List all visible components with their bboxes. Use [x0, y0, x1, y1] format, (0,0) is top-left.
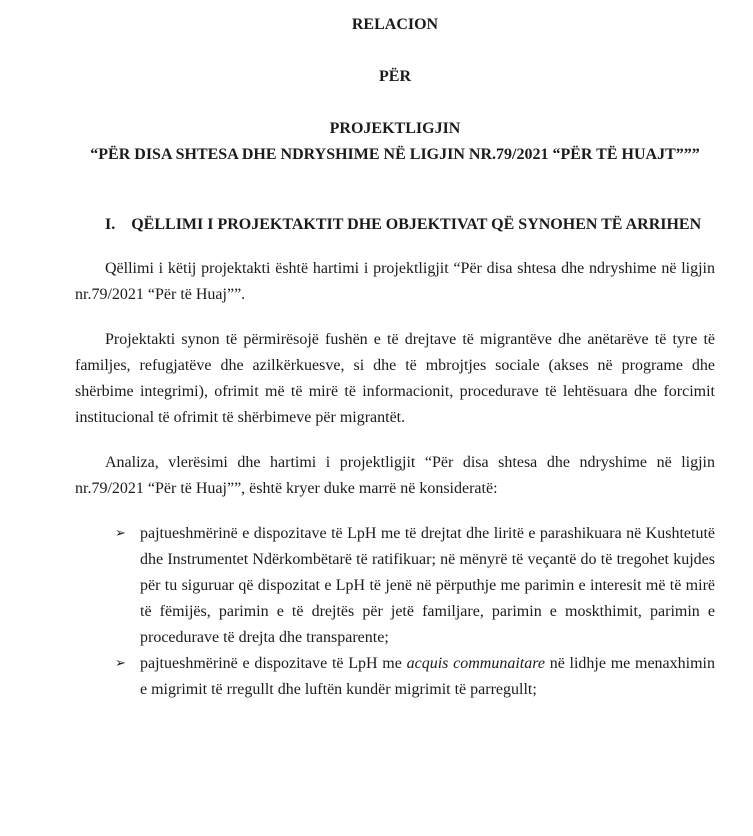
document-title: RELACION [351, 16, 439, 33]
list-item-text-pre: pajtueshmërinë e dispozitave të LpH me [140, 655, 407, 672]
section-heading [75, 212, 715, 238]
paragraph-qellimi: Qëllimi i këtij projektakti është hartimi i projektligjit “Për disa shtesa dhe ndryshime në ligjin nr.79/2021 “Për të Huaj””. [75, 260, 715, 303]
document-content [75, 12, 715, 703]
list-item-text-italic: acquis communaitare [406, 655, 545, 672]
section-number: I. [105, 216, 116, 233]
document-subtitle-projektligjin: PROJEKTLIGJIN [329, 120, 461, 137]
list-item-pajtueshmeria-kushtetute [115, 521, 715, 651]
bullet-list [75, 521, 715, 703]
arrow-bullet-icon: ➢ [115, 526, 126, 541]
document-title-block [75, 12, 715, 168]
list-item-text [140, 651, 715, 703]
list-item-text [140, 521, 715, 651]
document-subtitle-per: PËR [379, 68, 411, 85]
paragraph-analiza: Analiza, vlerësimi dhe hartimi i projektligjit “Për disa shtesa dhe ndryshime në ligjin nr.79/2021 “Për të Huaj””, është kryer duke marrë në konsideratë: [75, 454, 715, 497]
arrow-bullet-icon: ➢ [115, 656, 126, 671]
document-law-title: “PËR DISA SHTESA DHE NDRYSHIME NË LIGJIN NR.79/2021 “PËR TË HUAJT””” [90, 146, 700, 163]
list-item-text-post: në lidhje me menaxhimin e migrimit të rregullt dhe luftën kundër migrimit të parregullt; [140, 655, 715, 698]
list-item-pajtueshmeria-acquis [115, 651, 715, 703]
list-item-text-pre: pajtueshmërinë e dispozitave të LpH me të drejtat dhe liritë e parashikuara në Kushtetutë dhe Instrumentet Ndërkombëtarë të ratifikuar; në mënyrë të veçantë do të tregohet kujdes për tu siguruar që dispozitat e LpH të jenë në përputhje me parimin e interesit më të mirë të fëmijës, parimin e të drejtës për jetë familjare, parimin e moskthimit, parimin e procedurave të drejta dhe transparente; [140, 525, 715, 646]
section-title: QËLLIMI I PROJEKTAKTIT DHE OBJEKTIVAT QË SYNOHEN TË ARRIHEN [131, 216, 702, 233]
paragraph-projektakti: Projektakti synon të përmirësojë fushën e të drejtave të migrantëve dhe anëtarëve të tyre të familjes, refugjatëve dhe azilkërkuesve, si dhe të mbrojtjes sociale (akses në programe dhe shërbime integrimi), ofrimit më të mirë të informacionit, procedurave të lehtësuara dhe forcimit institucional të ofrimit të shërbimeve për migrantët. [75, 331, 715, 426]
